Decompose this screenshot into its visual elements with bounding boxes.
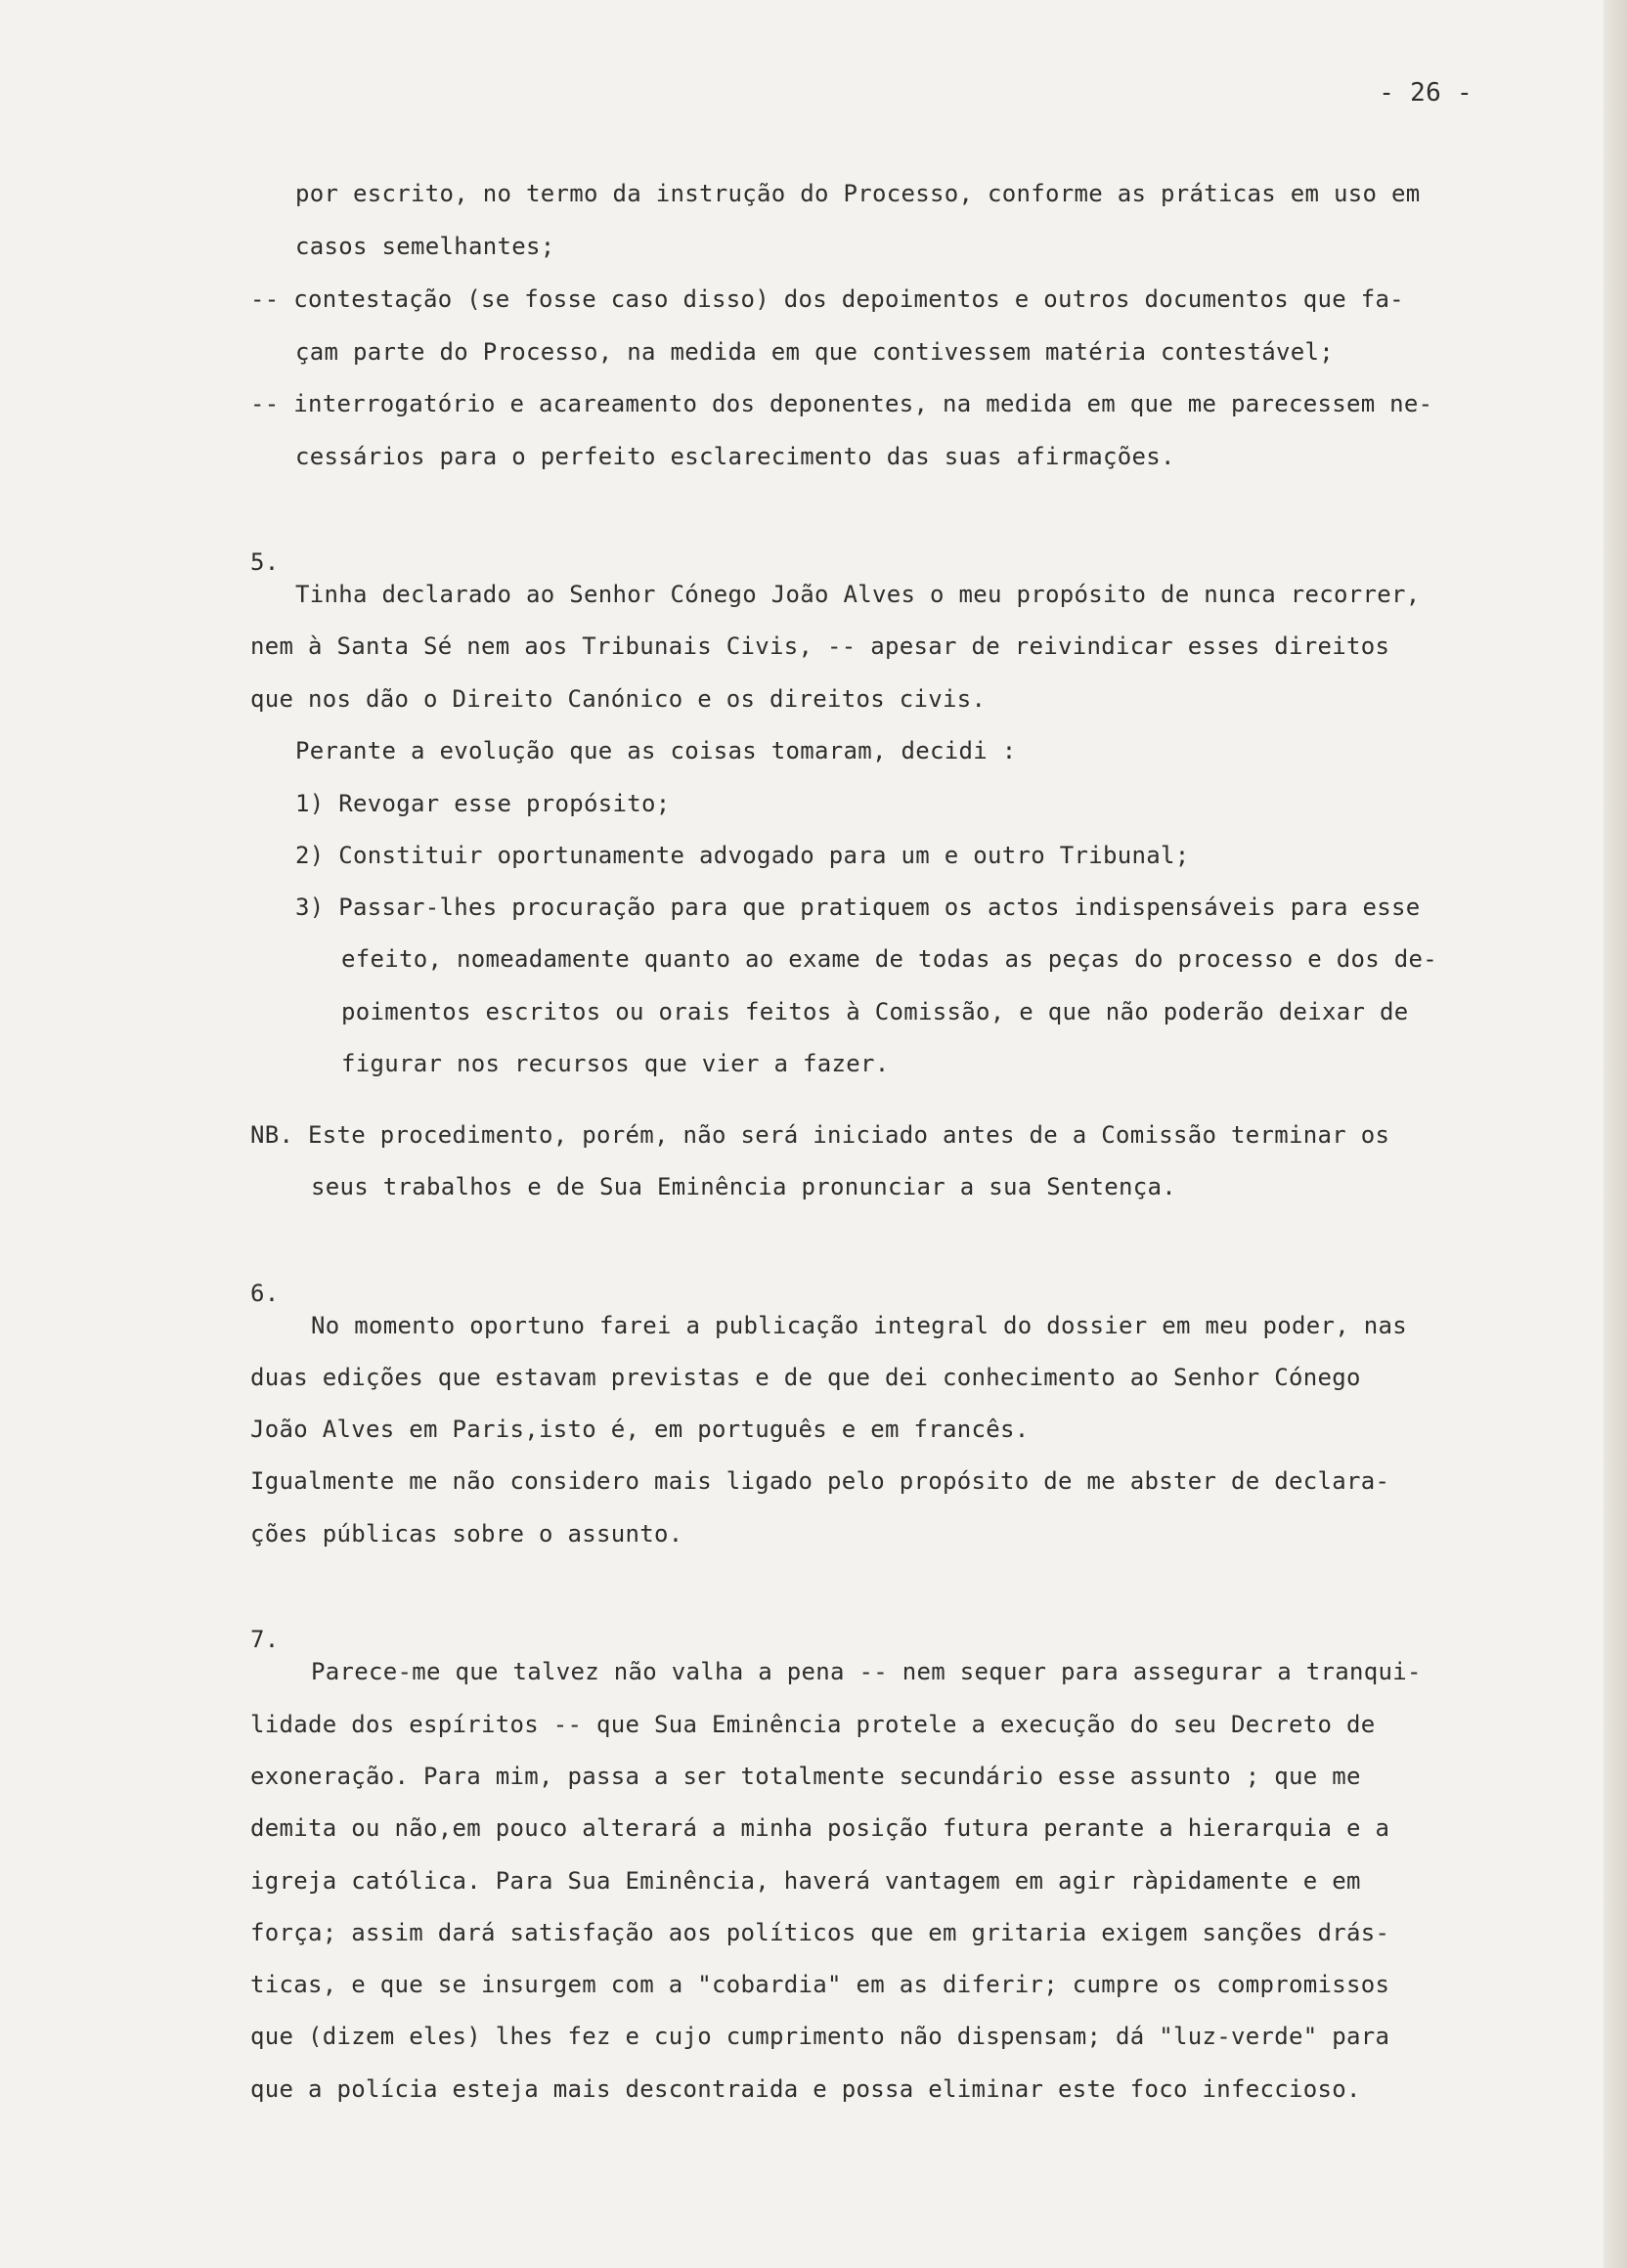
text-line: Perante a evolução que as coisas tomaram, decidi : — [295, 737, 1017, 764]
text-line: que (dizem eles) lhes fez e cujo cumprimento não dispensam; dá "luz-verde" para — [250, 2023, 1390, 2050]
text-line: João Alves em Paris,isto é, em português e em francês. — [250, 1416, 1030, 1443]
section-number: 5. — [250, 548, 280, 576]
text-line: demita ou não,em pouco alterará a minha posição futura perante a hierarquia e a — [250, 1814, 1390, 1842]
text-line: Igualmente me não considero mais ligado pelo propósito de me abster de declara- — [250, 1467, 1390, 1495]
bullet-line: -- interrogatório e acareamento dos deponentes, na medida em que me parecessem ne- — [250, 390, 1433, 417]
note-line: NB. Este procedimento, porém, não será iniciado antes de a Comissão terminar os — [250, 1121, 1390, 1149]
text-line: çam parte do Processo, na medida em que contivessem matéria contestável; — [295, 338, 1334, 366]
section-number: 6. — [250, 1280, 280, 1307]
text-line: por escrito, no termo da instrução do Processo, conforme as práticas em uso em — [295, 180, 1421, 207]
text-line: que a polícia esteja mais descontraida e possa eliminar este foco infeccioso. — [250, 2075, 1361, 2103]
note-line: seus trabalhos e de Sua Eminência pronunciar a sua Sentença. — [311, 1173, 1176, 1200]
text-line: casos semelhantes; — [295, 233, 555, 260]
text-line: No momento oportuno farei a publicação integral do dossier em meu poder, nas — [311, 1312, 1407, 1339]
list-item: 2) Constituir oportunamente advogado para um e outro Tribunal; — [295, 842, 1190, 869]
list-item: 1) Revogar esse propósito; — [295, 790, 671, 817]
text-line: Tinha declarado ao Senhor Cónego João Alves o meu propósito de nunca recorrer, — [295, 581, 1421, 608]
text-line: exoneração. Para mim, passa a ser totalmente secundário esse assunto ; que me — [250, 1763, 1361, 1790]
page-number: - 26 - — [1379, 78, 1473, 108]
text-line: duas edições que estavam previstas e de que dei conhecimento ao Senhor Cónego — [250, 1364, 1361, 1391]
text-line: igreja católica. Para Sua Eminência, haverá vantagem em agir ràpidamente e em — [250, 1867, 1361, 1895]
page-edge-shadow — [1604, 0, 1627, 2268]
bullet-line: -- contestação (se fosse caso disso) dos depoimentos e outros documentos que fa- — [250, 285, 1404, 313]
text-line: ções públicas sobre o assunto. — [250, 1520, 683, 1548]
text-line: que nos dão o Direito Canónico e os direitos civis. — [250, 685, 987, 713]
text-line: lidade dos espíritos -- que Sua Eminência protele a execução do seu Decreto de — [250, 1711, 1376, 1738]
text-line: ticas, e que se insurgem com a "cobardia" em as diferir; cumpre os compromissos — [250, 1971, 1390, 1998]
text-line: força; assim dará satisfação aos políticos que em gritaria exigem sanções drás- — [250, 1919, 1390, 1946]
text-line: efeito, nomeadamente quanto ao exame de todas as peças do processo e dos de- — [341, 945, 1437, 973]
text-line: figurar nos recursos que vier a fazer. — [341, 1050, 890, 1077]
list-item: 3) Passar-lhes procuração para que pratiquem os actos indispensáveis para esse — [295, 894, 1421, 921]
text-line: poimentos escritos ou orais feitos à Comissão, e que não poderão deixar de — [341, 998, 1409, 1025]
text-line: nem à Santa Sé nem aos Tribunais Civis, -- apesar de reivindicar esses direitos — [250, 632, 1390, 660]
section-number: 7. — [250, 1626, 280, 1653]
text-line: cessários para o perfeito esclarecimento das suas afirmações. — [295, 443, 1175, 470]
text-line: Parece-me que talvez não valha a pena -- nem sequer para assegurar a tranqui- — [311, 1658, 1422, 1685]
